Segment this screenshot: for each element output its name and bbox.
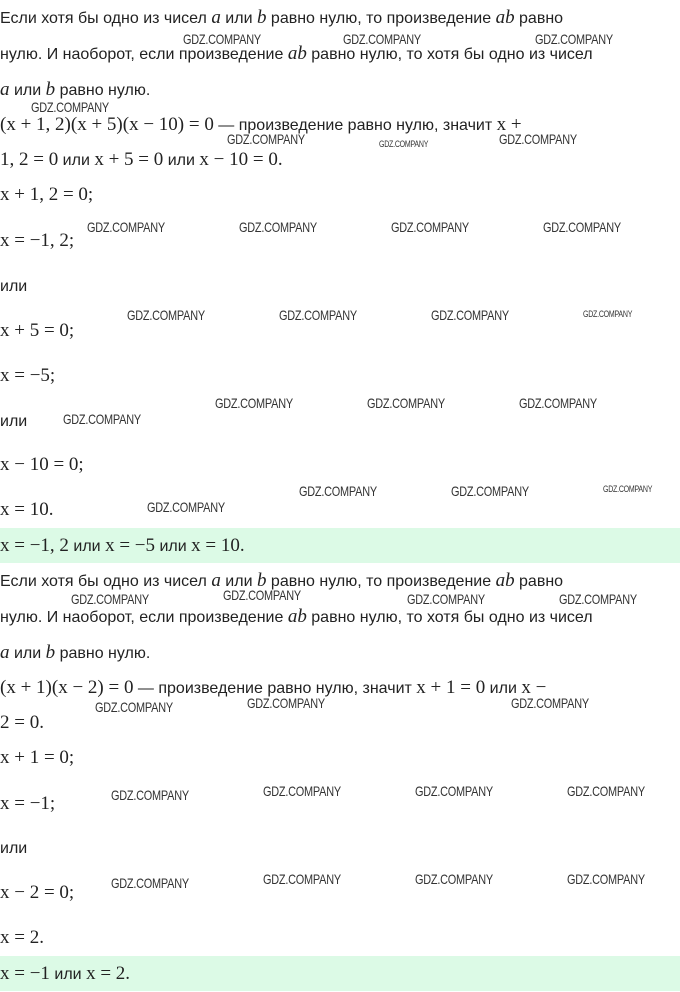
theory-text: равно нулю, то произведение bbox=[270, 10, 492, 27]
or-word: или bbox=[54, 966, 82, 983]
or-word: или bbox=[0, 278, 28, 295]
or-word: или bbox=[159, 538, 187, 555]
variable-a: a bbox=[211, 570, 221, 591]
solution-step: x = −5; bbox=[0, 365, 56, 386]
variable-a: a bbox=[0, 642, 10, 663]
theory-text: Если хотя бы одно из чисел bbox=[0, 10, 207, 27]
equation: (x + 1, 2)(x + 5)(x − 10) = 0 bbox=[0, 114, 214, 135]
watermark: GDZ.COMPANY bbox=[567, 871, 645, 887]
answer-value: x = −1 bbox=[0, 963, 50, 984]
theory-line-3 bbox=[0, 642, 680, 665]
answer-value: x = 10. bbox=[191, 535, 245, 556]
math-expression: x − 10 = 0. bbox=[199, 149, 283, 170]
watermark: GDZ.COMPANY bbox=[543, 219, 621, 235]
math-expression: x + 5 = 0 bbox=[94, 149, 164, 170]
watermark: GDZ.COMPANY bbox=[511, 695, 589, 711]
theory-text: равно нулю. bbox=[59, 645, 151, 662]
watermark: GDZ.COMPANY bbox=[535, 31, 613, 47]
watermark: GDZ.COMPANY bbox=[147, 499, 225, 515]
theory-text: равно нулю, то хотя бы одно из чисел bbox=[311, 609, 593, 626]
answer-row bbox=[0, 956, 680, 991]
watermark: GDZ.COMPANY bbox=[87, 219, 165, 235]
watermark: GDZ.COMPANY bbox=[263, 871, 341, 887]
solution-step: x + 5 = 0; bbox=[0, 320, 75, 341]
watermark: GDZ.COMPANY bbox=[279, 307, 357, 323]
watermark: GDZ.COMPANY bbox=[223, 587, 301, 603]
watermark: GDZ.COMPANY bbox=[519, 395, 597, 411]
equation-line bbox=[0, 114, 680, 137]
watermark: GDZ.COMPANY bbox=[95, 699, 173, 715]
theory-text: Если хотя бы одно из чисел bbox=[0, 573, 207, 590]
conclusion-line: 2 = 0. bbox=[0, 712, 44, 733]
watermark: GDZ.COMPANY bbox=[415, 871, 493, 887]
watermark: GDZ.COMPANY bbox=[343, 31, 421, 47]
equation: (x + 1)(x − 2) = 0 bbox=[0, 677, 134, 698]
watermark: GDZ.COMPANY bbox=[407, 591, 485, 607]
watermark: GDZ.COMPANY bbox=[499, 131, 577, 147]
watermark: GDZ.COMPANY bbox=[603, 484, 653, 494]
solution-step: x = −1, 2; bbox=[0, 230, 75, 251]
watermark: GDZ.COMPANY bbox=[567, 783, 645, 799]
watermark: GDZ.COMPANY bbox=[111, 787, 189, 803]
theory-line-1 bbox=[0, 570, 680, 593]
answer-value: x = −1, 2 bbox=[0, 535, 69, 556]
or-word: или bbox=[73, 538, 101, 555]
watermark: GDZ.COMPANY bbox=[215, 395, 293, 411]
or-word: или bbox=[62, 152, 90, 169]
theory-text: нулю. И наоборот, если произведение bbox=[0, 46, 284, 63]
theory-text: равно нулю, то хотя бы одно из чисел bbox=[311, 46, 593, 63]
watermark: GDZ.COMPANY bbox=[299, 483, 377, 499]
theory-text: равно нулю. bbox=[59, 82, 151, 99]
answer-value: x = 2. bbox=[86, 963, 131, 984]
watermark: GDZ.COMPANY bbox=[451, 483, 529, 499]
watermark: GDZ.COMPANY bbox=[247, 695, 325, 711]
watermark: GDZ.COMPANY bbox=[263, 783, 341, 799]
variable-ab: ab bbox=[287, 43, 307, 64]
variable-b: b bbox=[256, 570, 267, 591]
theory-text: равно нулю, то произведение bbox=[270, 573, 492, 590]
watermark: GDZ.COMPANY bbox=[379, 139, 429, 149]
solution-step: x = −1; bbox=[0, 793, 56, 814]
or-word: или bbox=[167, 152, 195, 169]
math-expression: x + bbox=[496, 114, 522, 135]
watermark: GDZ.COMPANY bbox=[63, 411, 141, 427]
solution-step: x + 1, 2 = 0; bbox=[0, 184, 94, 205]
variable-b: b bbox=[256, 7, 267, 28]
watermark: GDZ.COMPANY bbox=[559, 591, 637, 607]
math-expression: x − bbox=[521, 677, 547, 698]
variable-ab: ab bbox=[495, 570, 515, 591]
or-word: или bbox=[225, 573, 253, 590]
variable-a: a bbox=[211, 7, 221, 28]
watermark: GDZ.COMPANY bbox=[71, 591, 149, 607]
watermark: GDZ.COMPANY bbox=[127, 307, 205, 323]
theory-text: равно bbox=[519, 10, 564, 27]
or-word: или bbox=[13, 82, 42, 99]
variable-ab: ab bbox=[495, 7, 515, 28]
variable-b: b bbox=[45, 79, 56, 100]
variable-b: b bbox=[45, 642, 56, 663]
or-word: или bbox=[0, 840, 28, 857]
watermark: GDZ.COMPANY bbox=[239, 219, 317, 235]
solution-step: x − 2 = 0; bbox=[0, 882, 75, 903]
watermark: GDZ.COMPANY bbox=[415, 783, 493, 799]
watermark: GDZ.COMPANY bbox=[183, 31, 261, 47]
watermark: GDZ.COMPANY bbox=[431, 307, 509, 323]
watermark: GDZ.COMPANY bbox=[31, 99, 109, 115]
or-word: или bbox=[225, 10, 253, 27]
solution-step: x = 2. bbox=[0, 927, 44, 948]
watermark: GDZ.COMPANY bbox=[227, 131, 305, 147]
theory-line-2 bbox=[0, 606, 680, 629]
conclusion-line bbox=[0, 149, 680, 172]
watermark: GDZ.COMPANY bbox=[111, 875, 189, 891]
math-expression: 1, 2 = 0 bbox=[0, 149, 59, 170]
solution-step: x − 10 = 0; bbox=[0, 454, 84, 475]
answer-row bbox=[0, 528, 680, 563]
conclusion-text: — произведение равно нулю, значит bbox=[137, 680, 412, 697]
math-expression: x + 1 = 0 bbox=[416, 677, 486, 698]
theory-text: равно bbox=[519, 573, 564, 590]
solution-step: x + 1 = 0; bbox=[0, 747, 75, 768]
variable-a: a bbox=[0, 79, 10, 100]
theory-line-1 bbox=[0, 7, 680, 30]
watermark: GDZ.COMPANY bbox=[583, 309, 633, 319]
variable-ab: ab bbox=[287, 606, 307, 627]
watermark: GDZ.COMPANY bbox=[367, 395, 445, 411]
or-word: или bbox=[0, 413, 28, 430]
conclusion-text: — произведение равно нулю, значит bbox=[218, 117, 493, 134]
or-word: или bbox=[13, 645, 42, 662]
watermark: GDZ.COMPANY bbox=[391, 219, 469, 235]
theory-text: нулю. И наоборот, если произведение bbox=[0, 609, 284, 626]
answer-value: x = −5 bbox=[105, 535, 155, 556]
or-word: или bbox=[489, 680, 517, 697]
solution-step: x = 10. bbox=[0, 499, 54, 520]
